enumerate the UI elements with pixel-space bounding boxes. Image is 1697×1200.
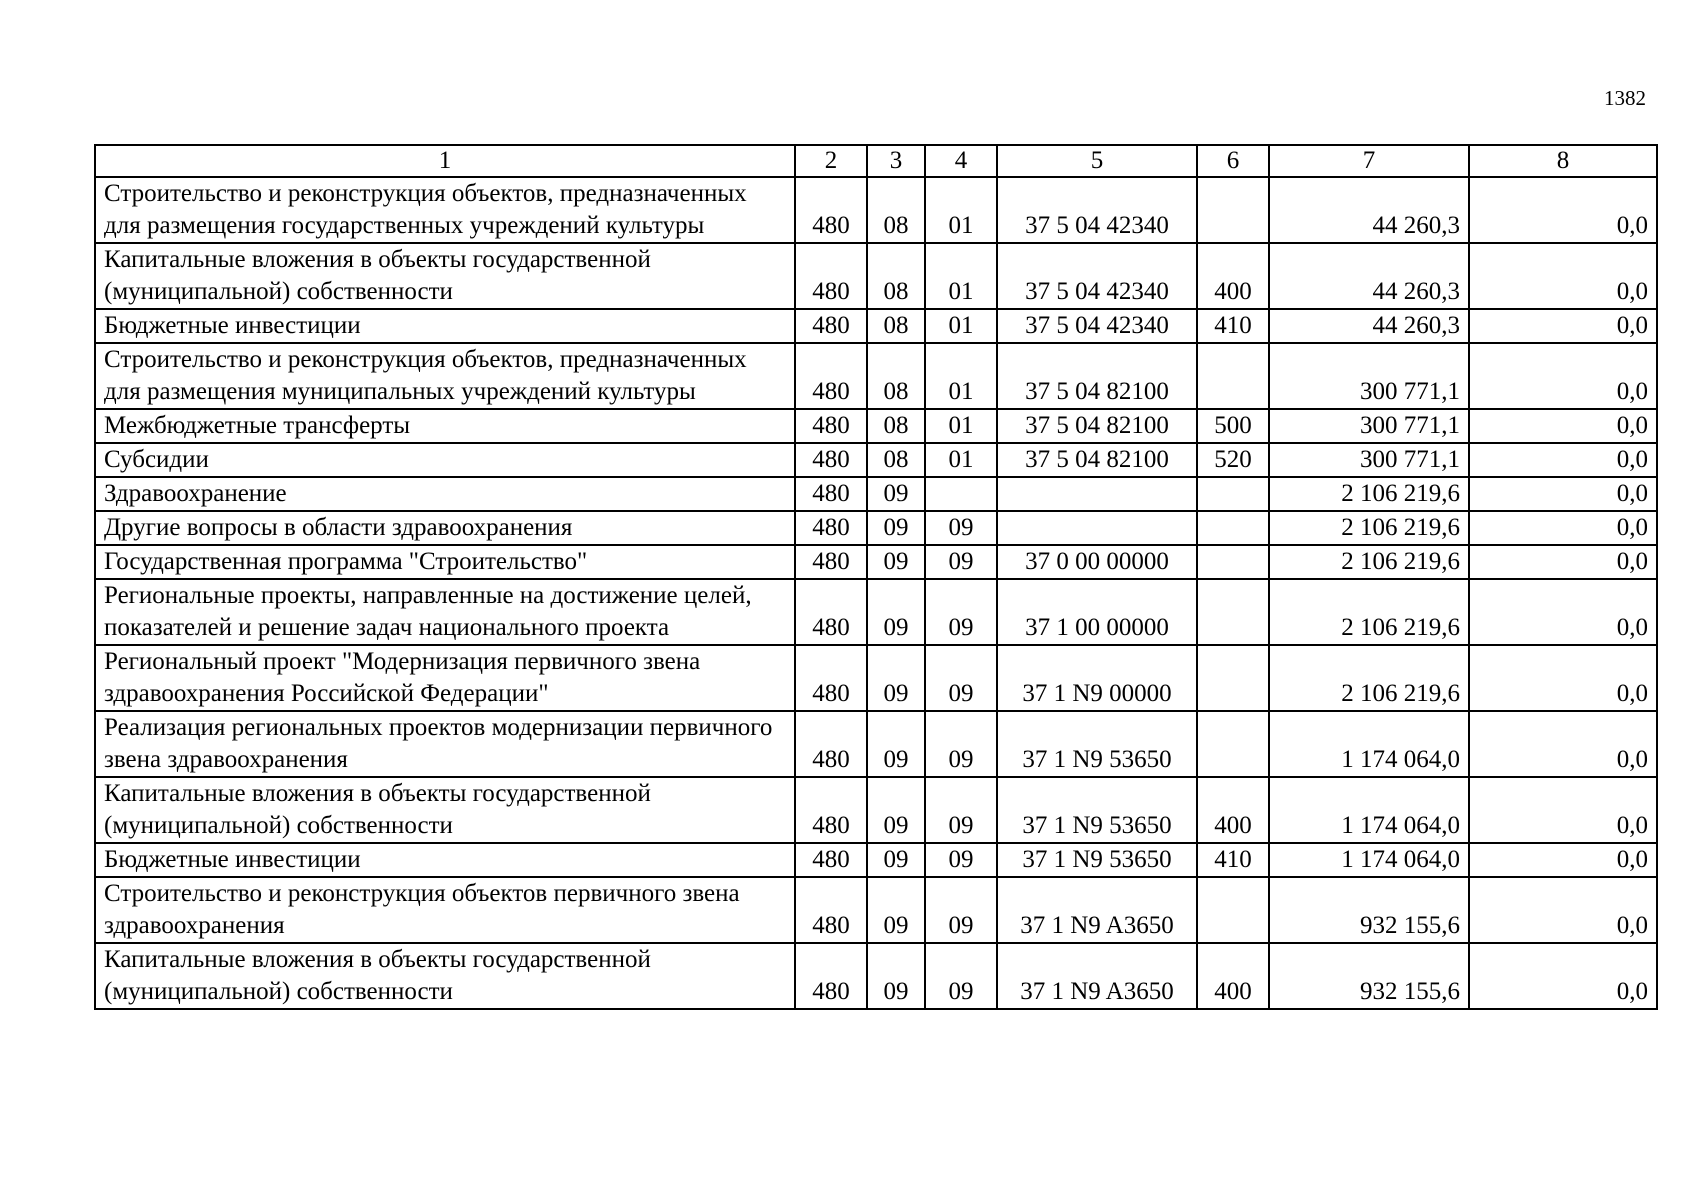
cell-amount-2: 0,0 [1469, 511, 1657, 545]
cell-admin-code: 480 [795, 777, 867, 843]
cell-section: 09 [867, 777, 925, 843]
cell-amount-1: 932 155,6 [1269, 877, 1469, 943]
cell-admin-code: 480 [795, 177, 867, 243]
cell-name: Субсидии [95, 443, 795, 477]
cell-admin-code: 480 [795, 545, 867, 579]
cell-name: Государственная программа "Строительство" [95, 545, 795, 579]
cell-expense-type: 400 [1197, 777, 1269, 843]
header-cell-2: 2 [795, 145, 867, 177]
table-row [95, 777, 1657, 843]
cell-amount-1: 2 106 219,6 [1269, 545, 1469, 579]
cell-section: 09 [867, 843, 925, 877]
cell-section: 09 [867, 545, 925, 579]
cell-target-article: 37 1 N9 A3650 [997, 877, 1197, 943]
cell-expense-type: 410 [1197, 843, 1269, 877]
cell-amount-1: 2 106 219,6 [1269, 645, 1469, 711]
cell-target-article [997, 511, 1197, 545]
cell-expense-type: 400 [1197, 243, 1269, 309]
cell-section: 08 [867, 243, 925, 309]
cell-amount-2: 0,0 [1469, 645, 1657, 711]
cell-name: Строительство и реконструкция объектов, предназначенных для размещения муниципальных учреждений культуры [95, 343, 795, 409]
cell-expense-type [1197, 645, 1269, 711]
cell-target-article: 37 1 N9 53650 [997, 711, 1197, 777]
cell-subsection: 09 [925, 877, 997, 943]
cell-name: Здравоохранение [95, 477, 795, 511]
cell-name: Другие вопросы в области здравоохранения [95, 511, 795, 545]
cell-admin-code: 480 [795, 843, 867, 877]
cell-subsection: 01 [925, 409, 997, 443]
cell-expense-type: 410 [1197, 309, 1269, 343]
cell-admin-code: 480 [795, 511, 867, 545]
cell-admin-code: 480 [795, 443, 867, 477]
cell-section: 08 [867, 443, 925, 477]
cell-target-article: 37 5 04 42340 [997, 309, 1197, 343]
cell-name: Капитальные вложения в объекты государственной (муниципальной) собственности [95, 943, 795, 1009]
header-cell-8: 8 [1469, 145, 1657, 177]
cell-admin-code: 480 [795, 243, 867, 309]
cell-target-article: 37 1 N9 53650 [997, 777, 1197, 843]
cell-target-article: 37 1 N9 A3650 [997, 943, 1197, 1009]
cell-expense-type [1197, 877, 1269, 943]
cell-amount-2: 0,0 [1469, 579, 1657, 645]
cell-amount-2: 0,0 [1469, 409, 1657, 443]
cell-amount-2: 0,0 [1469, 477, 1657, 511]
cell-target-article: 37 1 00 00000 [997, 579, 1197, 645]
cell-name: Строительство и реконструкция объектов первичного звена здравоохранения [95, 877, 795, 943]
cell-amount-2: 0,0 [1469, 243, 1657, 309]
cell-target-article: 37 5 04 82100 [997, 343, 1197, 409]
table-row [95, 477, 1657, 511]
page-number: 1382 [1604, 86, 1646, 110]
header-cell-6: 6 [1197, 145, 1269, 177]
cell-section: 08 [867, 309, 925, 343]
cell-subsection: 09 [925, 711, 997, 777]
cell-target-article: 37 1 N9 53650 [997, 843, 1197, 877]
cell-subsection: 09 [925, 579, 997, 645]
cell-amount-2: 0,0 [1469, 309, 1657, 343]
cell-amount-2: 0,0 [1469, 343, 1657, 409]
cell-amount-1: 2 106 219,6 [1269, 477, 1469, 511]
cell-admin-code: 480 [795, 943, 867, 1009]
cell-amount-2: 0,0 [1469, 711, 1657, 777]
cell-section: 08 [867, 409, 925, 443]
cell-amount-1: 1 174 064,0 [1269, 843, 1469, 877]
cell-amount-1: 300 771,1 [1269, 443, 1469, 477]
cell-admin-code: 480 [795, 877, 867, 943]
cell-name: Бюджетные инвестиции [95, 843, 795, 877]
cell-subsection [925, 477, 997, 511]
header-cell-7: 7 [1269, 145, 1469, 177]
table-row [95, 243, 1657, 309]
cell-expense-type [1197, 545, 1269, 579]
cell-amount-2: 0,0 [1469, 943, 1657, 1009]
table-row [95, 645, 1657, 711]
cell-target-article: 37 5 04 42340 [997, 243, 1197, 309]
cell-amount-1: 300 771,1 [1269, 343, 1469, 409]
cell-amount-1: 300 771,1 [1269, 409, 1469, 443]
budget-table [94, 144, 1658, 1010]
cell-section: 09 [867, 943, 925, 1009]
cell-expense-type [1197, 511, 1269, 545]
table-row [95, 443, 1657, 477]
header-cell-1: 1 [95, 145, 795, 177]
cell-name: Региональные проекты, направленные на достижение целей, показателей и решение задач национального проекта [95, 579, 795, 645]
cell-admin-code: 480 [795, 343, 867, 409]
table-row [95, 711, 1657, 777]
cell-admin-code: 480 [795, 711, 867, 777]
cell-name: Межбюджетные трансферты [95, 409, 795, 443]
header-cell-5: 5 [997, 145, 1197, 177]
cell-section: 09 [867, 711, 925, 777]
cell-section: 08 [867, 177, 925, 243]
header-cell-3: 3 [867, 145, 925, 177]
header-cell-4: 4 [925, 145, 997, 177]
cell-subsection: 09 [925, 843, 997, 877]
table-body [95, 177, 1657, 1009]
cell-amount-1: 1 174 064,0 [1269, 777, 1469, 843]
table-row [95, 943, 1657, 1009]
cell-amount-1: 44 260,3 [1269, 309, 1469, 343]
cell-name: Капитальные вложения в объекты государственной (муниципальной) собственности [95, 777, 795, 843]
cell-section: 09 [867, 645, 925, 711]
cell-subsection: 09 [925, 645, 997, 711]
cell-expense-type: 400 [1197, 943, 1269, 1009]
cell-amount-1: 2 106 219,6 [1269, 579, 1469, 645]
cell-amount-2: 0,0 [1469, 545, 1657, 579]
cell-target-article: 37 0 00 00000 [997, 545, 1197, 579]
cell-subsection: 01 [925, 443, 997, 477]
cell-amount-2: 0,0 [1469, 777, 1657, 843]
cell-name: Бюджетные инвестиции [95, 309, 795, 343]
cell-expense-type [1197, 579, 1269, 645]
cell-section: 09 [867, 477, 925, 511]
cell-name: Строительство и реконструкция объектов, предназначенных для размещения государственных учреждений культуры [95, 177, 795, 243]
table-row [95, 177, 1657, 243]
cell-target-article: 37 1 N9 00000 [997, 645, 1197, 711]
cell-admin-code: 480 [795, 409, 867, 443]
cell-subsection: 01 [925, 243, 997, 309]
cell-amount-2: 0,0 [1469, 443, 1657, 477]
cell-admin-code: 480 [795, 309, 867, 343]
cell-subsection: 09 [925, 777, 997, 843]
cell-amount-2: 0,0 [1469, 843, 1657, 877]
cell-expense-type [1197, 343, 1269, 409]
cell-subsection: 01 [925, 309, 997, 343]
cell-subsection: 09 [925, 943, 997, 1009]
cell-expense-type [1197, 711, 1269, 777]
cell-amount-1: 44 260,3 [1269, 243, 1469, 309]
cell-section: 09 [867, 579, 925, 645]
cell-amount-1: 44 260,3 [1269, 177, 1469, 243]
cell-name: Региональный проект "Модернизация первичного звена здравоохранения Российской Федерации" [95, 645, 795, 711]
table-row [95, 579, 1657, 645]
cell-subsection: 09 [925, 545, 997, 579]
table-row [95, 843, 1657, 877]
cell-expense-type [1197, 177, 1269, 243]
table-row [95, 409, 1657, 443]
header-row [95, 145, 1657, 177]
cell-expense-type: 520 [1197, 443, 1269, 477]
cell-name: Реализация региональных проектов модернизации первичного звена здравоохранения [95, 711, 795, 777]
cell-target-article: 37 5 04 82100 [997, 443, 1197, 477]
table-row [95, 877, 1657, 943]
cell-amount-2: 0,0 [1469, 177, 1657, 243]
cell-admin-code: 480 [795, 579, 867, 645]
cell-expense-type: 500 [1197, 409, 1269, 443]
table-header [95, 145, 1657, 177]
table-row [95, 309, 1657, 343]
table-row [95, 545, 1657, 579]
cell-amount-1: 932 155,6 [1269, 943, 1469, 1009]
cell-admin-code: 480 [795, 477, 867, 511]
cell-amount-2: 0,0 [1469, 877, 1657, 943]
cell-amount-1: 2 106 219,6 [1269, 511, 1469, 545]
cell-section: 08 [867, 343, 925, 409]
cell-admin-code: 480 [795, 645, 867, 711]
table-row [95, 511, 1657, 545]
cell-target-article [997, 477, 1197, 511]
cell-expense-type [1197, 477, 1269, 511]
cell-target-article: 37 5 04 42340 [997, 177, 1197, 243]
cell-subsection: 09 [925, 511, 997, 545]
table-row [95, 343, 1657, 409]
cell-target-article: 37 5 04 82100 [997, 409, 1197, 443]
cell-section: 09 [867, 511, 925, 545]
cell-subsection: 01 [925, 177, 997, 243]
cell-amount-1: 1 174 064,0 [1269, 711, 1469, 777]
cell-subsection: 01 [925, 343, 997, 409]
cell-name: Капитальные вложения в объекты государственной (муниципальной) собственности [95, 243, 795, 309]
cell-section: 09 [867, 877, 925, 943]
